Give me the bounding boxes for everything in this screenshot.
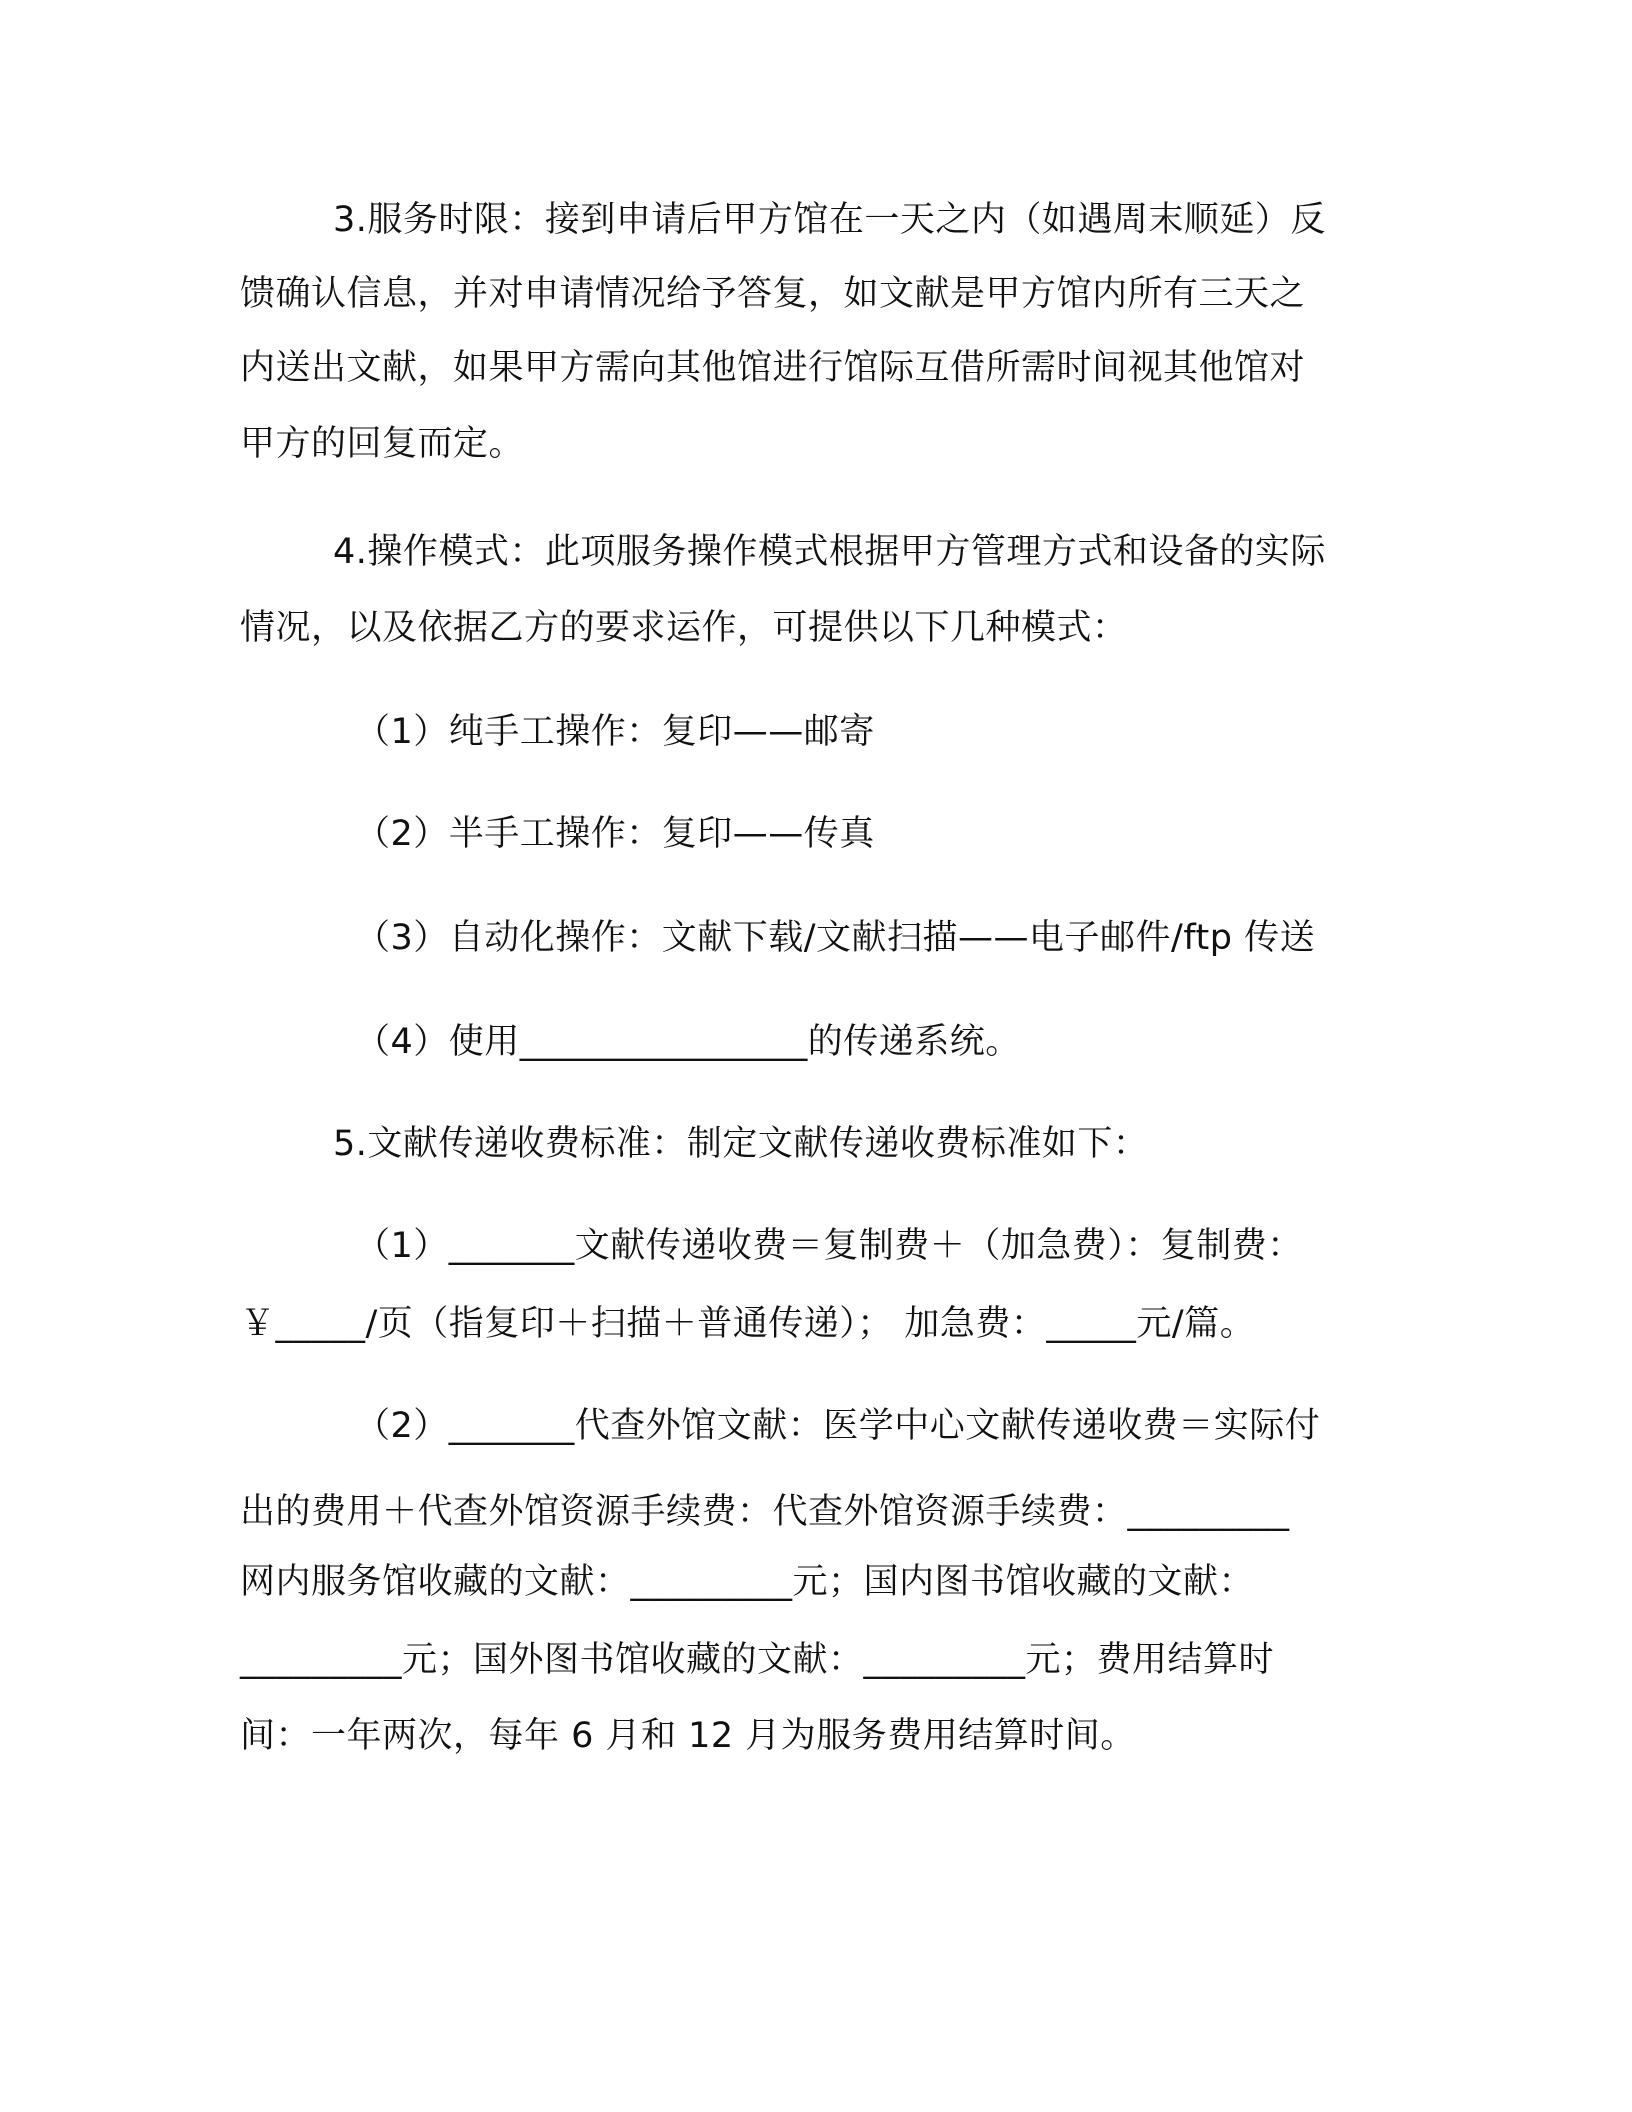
body-text-line: 情况，以及依据乙方的要求运作，可提供以下几种模式：	[240, 608, 1128, 648]
body-text-line: 内送出文献，如果甲方需向其他馆进行馆际互借所需时间视其他馆对	[240, 348, 1306, 388]
mode-item-3: （3）自动化操作：文献下载/文献扫描——电子邮件/ftp 传送	[355, 918, 1316, 958]
fee-item-1: （1）_______文献传递收费＝复制费＋（加急费）：复制费：	[355, 1226, 1303, 1266]
section-3-heading-line: 3.服务时限：接到申请后甲方馆在一天之内（如遇周末顺延）反	[333, 200, 1326, 240]
body-text-line: ￥_____/页（指复印＋扫描＋普通传递）； 加急费：_____元/篇。	[240, 1304, 1256, 1344]
section-4-heading-line: 4.操作模式：此项服务操作模式根据甲方管理方式和设备的实际	[333, 532, 1326, 572]
body-text-line: _________元；国外图书馆收藏的文献：_________元；费用结算时	[240, 1640, 1275, 1680]
mode-item-4: （4）使用________________的传递系统。	[355, 1022, 1021, 1062]
mode-item-2: （2）半手工操作：复印——传真	[355, 814, 875, 854]
body-text-line: 间：一年两次，每年 6 月和 12 月为服务费用结算时间。	[240, 1716, 1136, 1756]
body-text-line: 馈确认信息，并对申请情况给予答复，如文献是甲方馆内所有三天之	[240, 274, 1306, 314]
body-text-line: 甲方的回复而定。	[240, 424, 525, 464]
fee-item-2: （2）_______代查外馆文献：医学中心文献传递收费＝实际付	[355, 1406, 1321, 1446]
body-text-line: 网内服务馆收藏的文献：_________元；国内图书馆收藏的文献：	[240, 1562, 1255, 1602]
body-text-line: 出的费用＋代查外馆资源手续费：代查外馆资源手续费：_________	[240, 1492, 1290, 1532]
mode-item-1: （1）纯手工操作：复印——邮寄	[355, 712, 875, 752]
section-5-heading-line: 5.文献传递收费标准：制定文献传递收费标准如下：	[333, 1124, 1149, 1164]
